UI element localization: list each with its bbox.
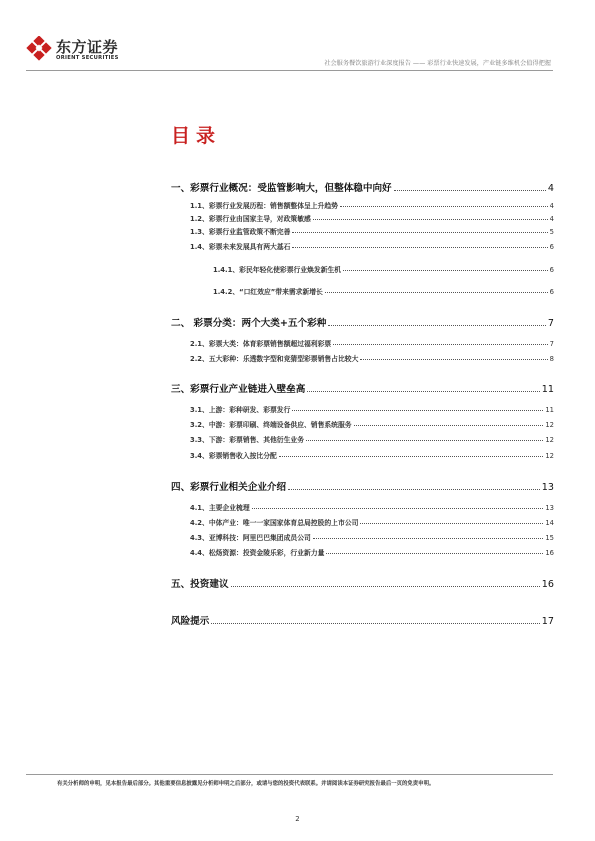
- toc-entry-page: 11: [541, 384, 554, 395]
- toc-leader-dots: [288, 489, 540, 490]
- toc-leader-dots: [307, 391, 539, 392]
- toc-entry-page: 8: [549, 355, 554, 363]
- company-logo: [26, 36, 136, 72]
- page-number: 2: [295, 815, 300, 823]
- toc-leader-dots: [328, 325, 546, 326]
- toc-entry-title: 4.3、亚博科技：阿里巴巴集团成员公司: [190, 534, 311, 542]
- toc-entry[interactable]: [190, 434, 554, 444]
- toc-leader-dots: [231, 586, 540, 587]
- toc-entry[interactable]: [190, 353, 554, 363]
- toc-entry[interactable]: [190, 226, 554, 236]
- toc-entry-page: 12: [545, 452, 554, 460]
- toc-leader-dots: [354, 425, 544, 426]
- toc-entry-page: 17: [541, 616, 554, 627]
- toc-leader-dots: [292, 232, 547, 233]
- toc-entry-title: 1.4.1、彩民年轻化使彩票行业焕发新生机: [213, 266, 342, 274]
- toc-entry[interactable]: [171, 479, 554, 493]
- toc-entry-title: 四、彩票行业相关企业介绍: [171, 482, 287, 493]
- toc-entry-title: 4.2、中体产业：唯一一家国家体育总局控股的上市公司: [190, 519, 359, 527]
- toc-entry-title: 3.3、下游：彩票销售、其他衍生业务: [190, 436, 304, 444]
- toc-entry-page: 6: [549, 266, 554, 274]
- toc-entry-title: 1.4、彩票未来发展具有两大基石: [190, 243, 291, 251]
- toc-leader-dots: [313, 219, 548, 220]
- toc-entry-page: 6: [549, 243, 554, 251]
- toc-leader-dots: [211, 623, 539, 624]
- toc-entry[interactable]: [190, 547, 554, 557]
- toc-entry-page: 15: [545, 534, 554, 542]
- header-divider: [26, 70, 553, 71]
- toc-entry[interactable]: [190, 213, 554, 223]
- toc-entry-title: 1.4.2、“口红效应”带来需求新增长: [213, 288, 323, 296]
- page-header: [0, 0, 595, 80]
- toc-entry-title: 3.4、彩票销售收入按比分配: [190, 452, 277, 460]
- toc-leader-dots: [394, 190, 546, 191]
- toc-entry[interactable]: [171, 576, 554, 590]
- toc-heading: 目录: [171, 125, 222, 147]
- toc-leader-dots: [340, 206, 548, 207]
- logo-english-name: ORIENT SECURITIES: [56, 55, 119, 61]
- report-title: 社会服务餐饮旅游行业深度报告 —— 彩票行业快速发展，产业链多维机会值得把握: [324, 60, 551, 67]
- footer-disclaimer: 有关分析师的申明，见本报告最后部分。其他重要信息披露见分析师申明之后部分，或请与您的投资代表联系。并请阅读本证券研究报告最后一页的免责申明。: [57, 781, 435, 787]
- toc-leader-dots: [360, 359, 547, 360]
- toc-entry[interactable]: [190, 532, 554, 542]
- toc-leader-dots: [333, 344, 547, 345]
- toc-entry-page: 5: [549, 228, 554, 236]
- toc-entry-page: 13: [545, 504, 554, 512]
- toc-entry[interactable]: [190, 419, 554, 429]
- toc-entry-page: 12: [545, 421, 554, 429]
- toc-leader-dots: [252, 508, 544, 509]
- toc-entry[interactable]: [171, 180, 554, 194]
- toc-entry-page: 16: [545, 549, 554, 557]
- toc-entry-title: 1.2、彩票行业由国家主导，对政策敏感: [190, 215, 311, 223]
- toc-entry[interactable]: [190, 338, 554, 348]
- toc-leader-dots: [360, 523, 543, 524]
- toc-entry-page: 12: [545, 436, 554, 444]
- toc-entry[interactable]: [171, 315, 554, 329]
- logo-chinese-name: 东方证券: [56, 38, 119, 56]
- toc-leader-dots: [343, 270, 548, 271]
- toc-entry-title: 一、彩票行业概况：受监管影响大，但整体稳中向好: [171, 183, 392, 194]
- toc-entry[interactable]: [190, 241, 554, 251]
- toc-entry-page: 14: [545, 519, 554, 527]
- toc-entry[interactable]: [171, 613, 554, 627]
- toc-entry-title: 2.1、彩票大类：体育彩票销售额超过福利彩票: [190, 340, 332, 348]
- toc-entry-title: 二、 彩票分类：两个大类+五个彩种: [171, 318, 327, 329]
- toc-entry[interactable]: [190, 517, 554, 527]
- toc-entry[interactable]: [213, 264, 554, 274]
- toc-entry-title: 1.3、彩票行业监管政策不断完善: [190, 228, 291, 236]
- toc-leader-dots: [292, 410, 543, 411]
- toc-entry-title: 三、彩票行业产业链进入壁垒高: [171, 384, 306, 395]
- toc-entry-page: 13: [541, 482, 554, 493]
- toc-leader-dots: [325, 292, 548, 293]
- footer-divider: [26, 774, 553, 775]
- toc-entry-page: 7: [547, 318, 554, 329]
- toc-entry-title: 五、投资建议: [171, 579, 229, 590]
- toc-entry-title: 2.2、五大彩种：乐透数字型和竞猜型彩票销售占比较大: [190, 355, 359, 363]
- toc-entry-page: 4: [549, 215, 554, 223]
- toc-entry-page: 6: [549, 288, 554, 296]
- toc-entry-title: 4.1、主要企业梳理: [190, 504, 250, 512]
- toc-leader-dots: [279, 456, 544, 457]
- toc-entry-title: 风险提示: [171, 616, 210, 627]
- toc-entry-page: 4: [549, 202, 554, 210]
- toc-entry[interactable]: [213, 286, 554, 296]
- toc-entry-title: 3.2、中游：彩票印刷、终端设备供应、销售系统服务: [190, 421, 352, 429]
- toc-entry[interactable]: [190, 502, 554, 512]
- toc-entry-page: 7: [549, 340, 554, 348]
- toc-entry[interactable]: [190, 200, 554, 210]
- toc-entry[interactable]: [190, 404, 554, 414]
- toc-entry-page: 4: [547, 183, 554, 194]
- toc-entry-page: 16: [541, 579, 554, 590]
- toc-leader-dots: [292, 247, 547, 248]
- toc-leader-dots: [313, 538, 544, 539]
- toc-entry-title: 4.4、松炀资源：投资金陵乐彩，行业新力量: [190, 549, 325, 557]
- toc-leader-dots: [306, 440, 543, 441]
- toc-entry-title: 3.1、上游：彩种研发、彩票发行: [190, 406, 291, 414]
- toc-entry[interactable]: [171, 381, 554, 395]
- toc-entry-title: 1.1、彩票行业发展历程：销售额整体呈上升趋势: [190, 202, 338, 210]
- diamond-cluster-icon: [26, 36, 52, 62]
- toc-entry-page: 11: [545, 406, 554, 414]
- toc-entry[interactable]: [190, 450, 554, 460]
- toc-leader-dots: [326, 553, 543, 554]
